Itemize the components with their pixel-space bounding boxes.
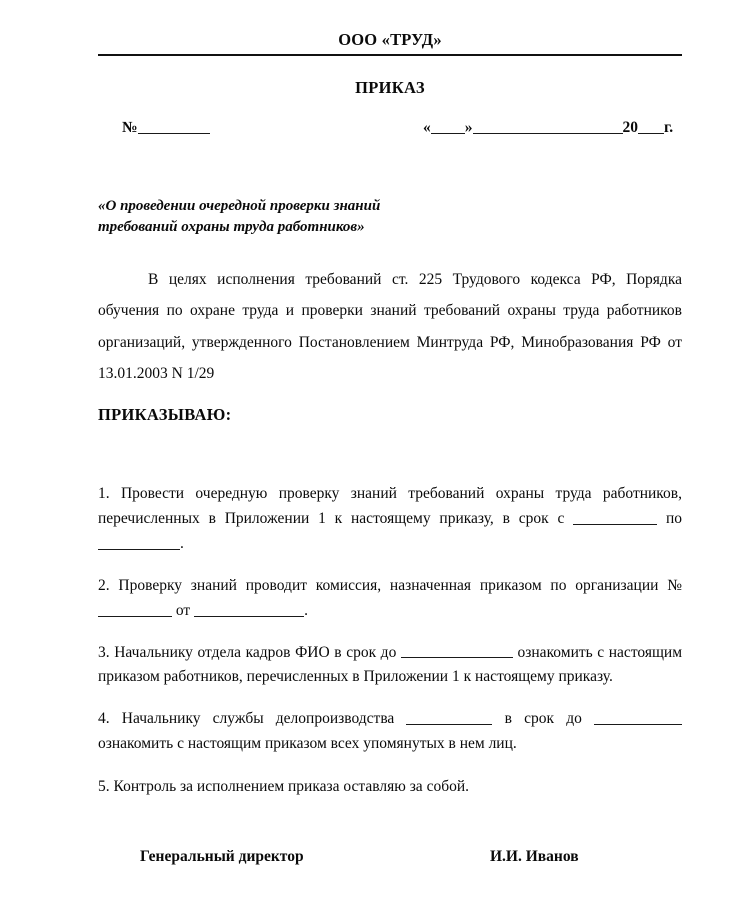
clause-4-person-blank[interactable] [406,709,492,725]
signatory-name: И.И. Иванов [490,848,579,865]
clause-item-2 [98,573,682,623]
clause-2-text-a: 2. Проверку знаний проводит комиссия, назначенная приказом по организации № [98,577,682,595]
clause-item-3 [98,641,682,691]
clause-2-text-b: от [175,602,191,620]
document-subject [98,196,682,239]
clause-4-deadline-blank[interactable] [594,709,682,725]
clause-1-text-c: . [180,535,184,553]
document-meta-row [98,118,682,140]
clause-1-end-date-blank[interactable] [98,534,180,550]
subject-line-2: требований охраны труда работников» [98,219,365,236]
number-blank[interactable] [138,118,210,134]
clause-4-text-a: 4. Начальнику службы делопроизводства [98,710,395,728]
clause-item-5 [98,774,682,799]
document-type-heading: ПРИКАЗ [355,78,425,97]
date-quote-open: « [423,119,431,137]
clause-4-text-c: ознакомить с настоящим приказом всех упомянутых в нем лиц. [98,734,517,752]
document-date-field [423,118,673,137]
clause-1-start-date-blank[interactable] [573,509,657,525]
date-year-blank[interactable] [638,118,664,134]
signatory-title: Генеральный директор [140,848,304,865]
year-suffix: г. [664,119,674,137]
clause-2-order-number-blank[interactable] [98,601,172,617]
clause-2-order-date-blank[interactable] [194,601,304,617]
clause-4-text-b: в срок до [504,710,582,728]
clause-1-text-b: по [665,510,682,528]
signature-block [98,848,682,872]
year-prefix: 20 [622,119,638,137]
clause-1-text-a: 1. Провести очередную проверку знаний требований охраны труда работников, перечисленных в Приложении 1 к настоящему приказу, в срок с [98,485,682,528]
clause-2-text-c: . [304,602,308,620]
command-heading: ПРИКАЗЫВАЮ: [98,405,232,424]
company-name: ООО «ТРУД» [338,30,442,49]
preamble-paragraph: В целях исполнения требований ст. 225 Трудового кодекса РФ, Порядка обучения по охране труда и проверки знаний требований охраны труда работников организаций, утвержденного Постановлением Минтруда РФ, Минобразования РФ от 13.01.2003 N 1/29 [98,271,682,383]
clause-item-4 [98,707,682,757]
clause-5-text: 5. Контроль за исполнением приказа оставляю за собой. [98,777,470,795]
clause-3-text-a: 3. Начальнику отдела кадров ФИО в срок до [98,643,397,661]
document-number-field [122,118,210,137]
subject-line-1: «О проведении очередной проверки знаний [98,198,381,214]
clause-item-1 [98,481,682,556]
letterhead [98,30,682,56]
clause-3-text-b: ознакомить с настоящим приказом работников, перечисленных в Приложении 1 к настоящему приказу. [98,643,683,686]
clause-list [98,481,682,799]
date-quote-close: » [464,119,473,137]
header-divider [98,54,682,56]
clause-3-deadline-blank[interactable] [401,642,513,658]
date-day-blank[interactable] [431,118,465,134]
number-label: № [122,119,138,137]
date-month-blank[interactable] [473,118,623,134]
